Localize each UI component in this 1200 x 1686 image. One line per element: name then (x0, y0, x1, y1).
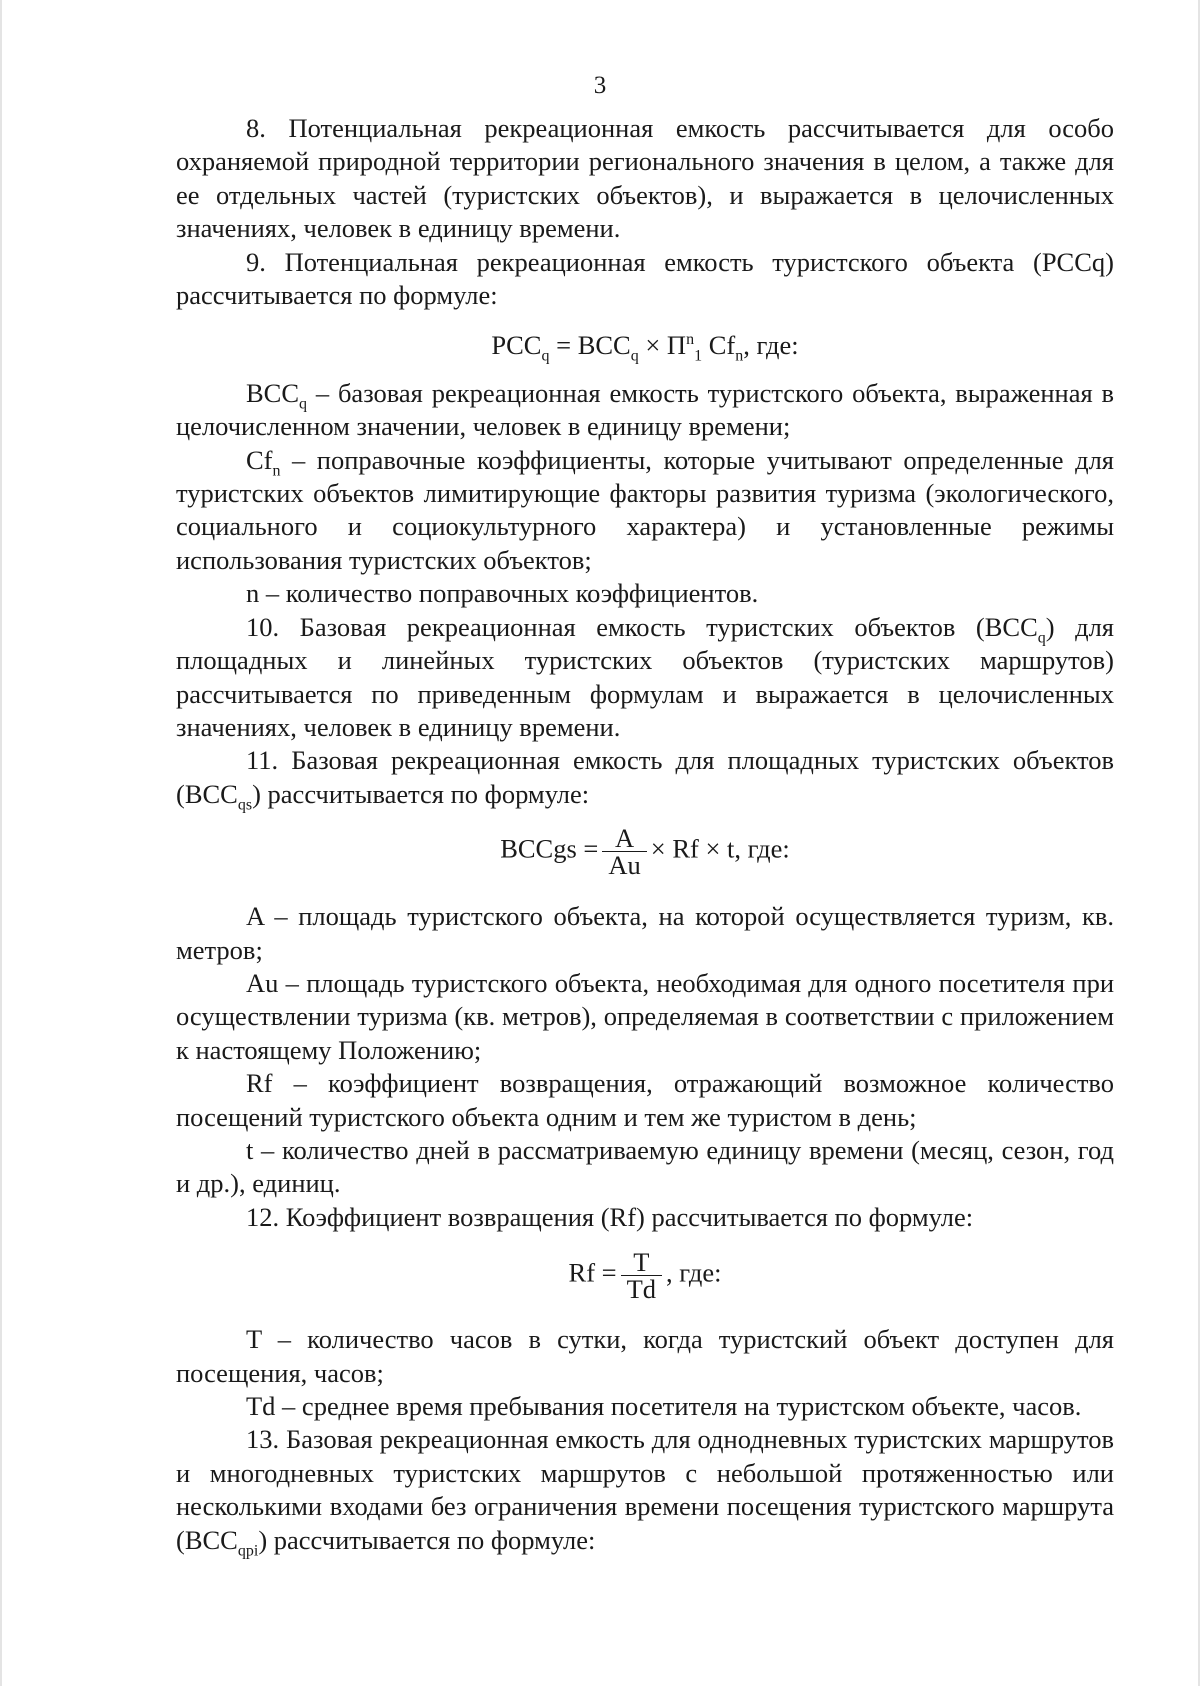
document-body (176, 112, 1114, 1557)
definition-au: Au – площадь туристского объекта, необходимая для одного посетителя при осуществлении туризма (кв. метров), определяемая в соответствии с приложением к настоящему Положению; (176, 967, 1114, 1065)
definition-t: t – количество дней в рассматриваемую единицу времени (месяц, сезон, год и др.), единиц. (176, 1134, 1114, 1199)
definition-bcc: $BCC_q$ – базовая рекреационная емкость туристского объекта, выраженная в целочисленном значении, человек в единицу времени; (176, 377, 1114, 442)
paragraph-9: 9. Потенциальная рекреационная емкость туристского объекта (PCCq) рассчитывается по формуле: (176, 246, 1114, 311)
page-number: 3 (593, 72, 607, 99)
definition-cf: $Cf_n$ – поправочные коэффициенты, которые учитывают определенные для туристских объектов лимитирующие факторы развития туризма (экологического, социального и социокультурного характера) и установленные режимы использования туристских объектов; (176, 444, 1114, 575)
formula-bccgs: BCCgs = $\frac{A}{Au}$ × Rf × t, где: (500, 823, 790, 881)
definition-a: A – площадь туристского объекта, на которой осуществляется туризм, кв. метров; (176, 901, 1114, 965)
paragraph-8: 8. Потенциальная рекреационная емкость рассчитывается для особо охраняемой природной территории регионального значения в целом, а также для ее отдельных частей (туристских объектов), и выражается в целочисленных значениях, человек в единицу времени. (176, 113, 1114, 244)
definition-rf: Rf – коэффициент возвращения, отражающий возможное количество посещений туристского объекта одним и тем же туристом в день; (176, 1068, 1114, 1132)
paragraph-11: 11. Базовая рекреационная емкость для площадных туристских объектов $(BCC_{qs})$ рассчитывается по формуле: (176, 745, 1114, 814)
paragraph-12: 12. Коэффициент возвращения (Rf) рассчитывается по формуле: (246, 1201, 974, 1232)
definition-td: Td – среднее время пребывания посетителя на туристском объекте, часов. (246, 1391, 1082, 1421)
paragraph-10: 10. Базовая рекреационная емкость туристских объектов $(BCC_q)$ для площадных и линейных туристских объектов (туристских маршрутов) рассчитывается по приведенным формулам и выражается в целочисленных значениях, человек в единицу времени. (176, 611, 1114, 742)
paragraph-13: 13. Базовая рекреационная емкость для однодневных туристских маршрутов и многодневных туристских маршрутов с небольшой протяженностью или несколькими входами без ограничения времени посещения туристского маршрута $(BCC_{qpi})$ рассчитывается по формуле: (176, 1424, 1114, 1559)
formula-pcc: $PCC_q = BCC_q \times П^n_1$ $Cf_n$, где: (491, 330, 799, 365)
fraction-t-td: $\frac{T}{Td}$ (621, 1249, 662, 1302)
fraction-a-au: $\frac{A}{Au}$ (602, 825, 646, 878)
scan-edge-left (0, 0, 2, 1686)
formula-rf: Rf = $\frac{T}{Td}$ , где: (568, 1247, 722, 1305)
definition-n: n – количество поправочных коэффициентов. (246, 578, 759, 609)
definition-T: T – количество часов в сутки, когда туристский объект доступен для посещения, часов; (176, 1324, 1114, 1388)
